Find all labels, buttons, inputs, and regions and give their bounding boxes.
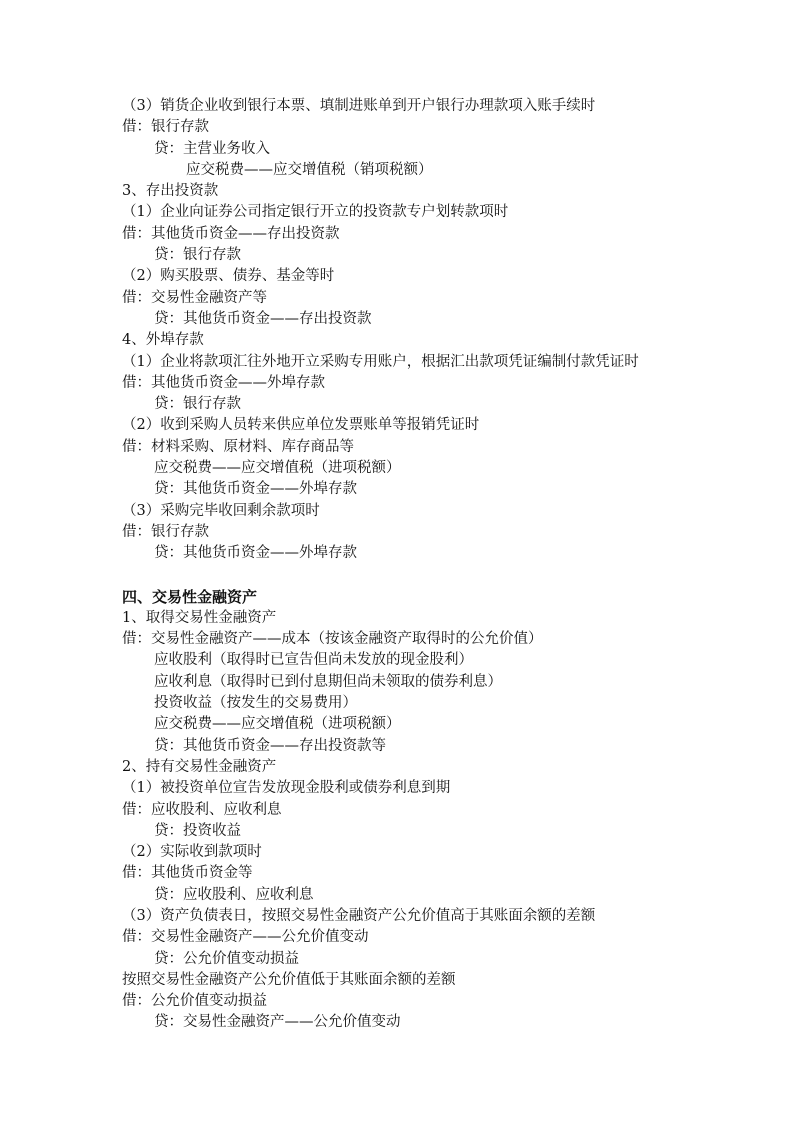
text-line: （1）被投资单位宣告发放现金股利或债券利息到期: [122, 780, 451, 797]
text-line: 应收利息（取得时已到付息期但尚未领取的债券利息）: [154, 673, 502, 690]
text-line: 贷：其他货币资金——存出投资款: [154, 310, 372, 327]
text-line: 借：交易性金融资产——公允价值变动: [122, 929, 369, 946]
text-line: （1）企业向证券公司指定银行开立的投资款专户划转款项时: [122, 204, 509, 221]
text-line: 借：交易性金融资产——成本（按该金融资产取得时的公允价值）: [122, 631, 543, 648]
text-line: 投资收益（按发生的交易费用）: [154, 695, 357, 712]
text-line: 借：交易性金融资产等: [122, 289, 267, 306]
text-line: 应交税费——应交增值税（销项税额）: [186, 161, 433, 178]
text-line: 借：其他货币资金等: [122, 865, 253, 882]
text-line: 3、存出投资款: [122, 183, 219, 200]
text-line: 借：银行存款: [122, 523, 209, 540]
text-line: 借：公允价值变动损益: [122, 993, 267, 1010]
section-gap: [0, 565, 800, 587]
text-line: 按照交易性金融资产公允价值低于其账面余额的差额: [122, 971, 456, 988]
text-line: （2）收到采购人员转来供应单位发票账单等报销凭证时: [122, 417, 480, 434]
document-page: [0, 96, 800, 1034]
text-line: （1）企业将款项汇往外地开立采购专用账户，根据汇出款项凭证编制付款凭证时: [122, 353, 639, 370]
text-line: 4、外埠存款: [122, 332, 204, 349]
text-line: 1、取得交易性金融资产: [122, 609, 277, 626]
text-line: 贷：其他货币资金——外埠存款: [154, 481, 357, 498]
text-line: 借：银行存款: [122, 119, 209, 136]
text-line: （2）购买股票、债券、基金等时: [122, 268, 335, 285]
text-line: 贷：银行存款: [154, 396, 241, 413]
text-line: （3）销货企业收到银行本票、填制进账单到开户银行办理款项入账手续时: [122, 98, 596, 114]
section-heading: 四、交易性金融资产: [122, 587, 258, 606]
text-line: 借：其他货币资金——存出投资款: [122, 225, 340, 242]
text-line: 应收股利（取得时已宣告但尚未发放的现金股利）: [154, 652, 473, 669]
text-line: 贷：主营业务收入: [154, 140, 270, 157]
text-line: 贷：交易性金融资产——公允价值变动: [154, 1014, 401, 1031]
text-line: 贷：投资收益: [154, 822, 241, 839]
text-line: 贷：银行存款: [154, 247, 241, 264]
text-line: 应交税费——应交增值税（进项税额）: [154, 716, 401, 733]
text-line: 2、持有交易性金融资产: [122, 758, 277, 775]
text-line: 贷：其他货币资金——外埠存款: [154, 545, 357, 562]
text-line: 贷：公允价值变动损益: [154, 950, 299, 967]
text-line: （3）资产负债表日，按照交易性金融资产公允价值高于其账面余额的差额: [122, 907, 596, 924]
text-line: （2）实际收到款项时: [122, 844, 262, 861]
text-line: 借：应收股利、应收利息: [122, 801, 282, 818]
text-line: 贷：其他货币资金——存出投资款等: [154, 737, 386, 754]
text-line: 应交税费——应交增值税（进项税额）: [154, 460, 401, 477]
text-line: 借：材料采购、原材料、库存商品等: [122, 438, 354, 455]
text-line: （3）采购完毕收回剩余款项时: [122, 502, 320, 519]
text-line: 贷：应收股利、应收利息: [154, 886, 314, 903]
text-line: 借：其他货币资金——外埠存款: [122, 374, 325, 391]
